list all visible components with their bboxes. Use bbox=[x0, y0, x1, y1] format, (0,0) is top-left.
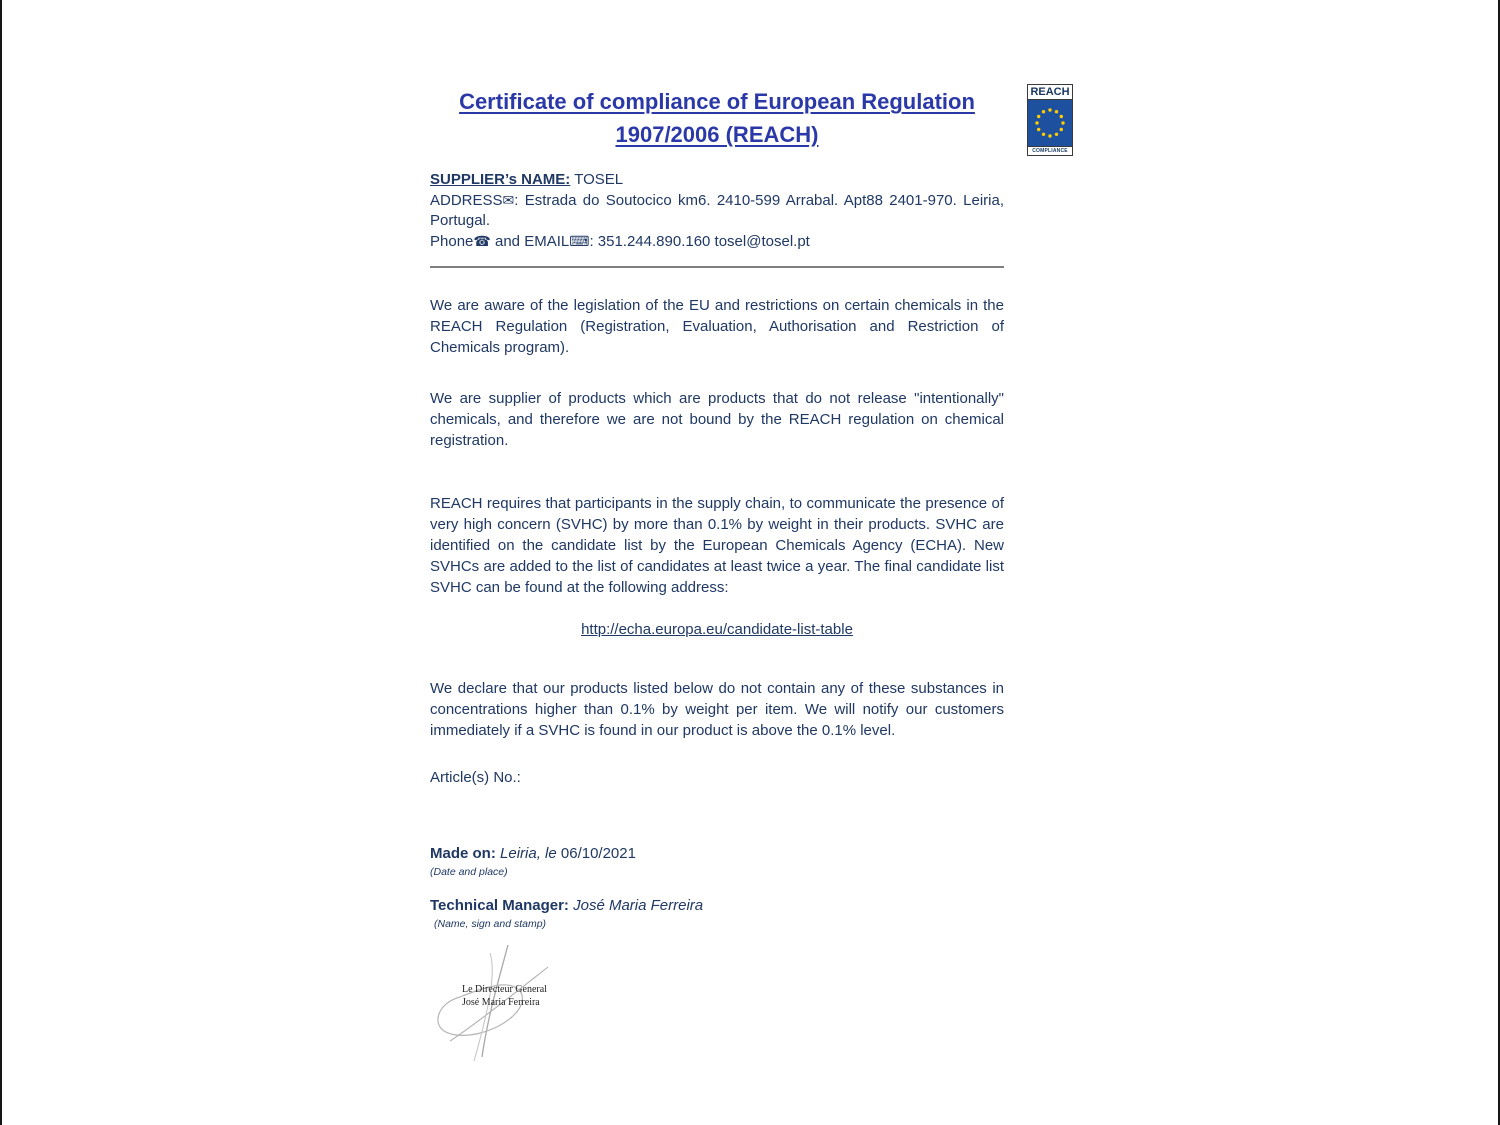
scan-edge-left bbox=[0, 0, 2, 1125]
technical-manager-label: Technical Manager: bbox=[430, 897, 569, 914]
technical-manager-line bbox=[430, 897, 703, 914]
technical-manager-value: José Maria Ferreira bbox=[568, 897, 704, 914]
name-sign-note: (Name, sign and stamp) bbox=[434, 918, 547, 930]
eu-flag bbox=[1028, 100, 1072, 146]
supplier-name-label: SUPPLIER’s NAME: bbox=[430, 171, 571, 188]
article-number-label: Article(s) No.: bbox=[430, 769, 521, 786]
address-label: ADDRESS bbox=[430, 192, 503, 209]
page-title bbox=[430, 85, 1004, 151]
contact-value: : 351.244.890.160 tosel@tosel.pt bbox=[589, 233, 810, 250]
address-line bbox=[430, 190, 1004, 231]
email-label: and EMAIL bbox=[490, 233, 570, 250]
candidate-list-link-line bbox=[430, 621, 1004, 638]
supplier-name-value: TOSEL bbox=[570, 171, 624, 188]
paragraph-supplier-status: We are supplier of products which are products that do not release "intentionally" chemicals, and therefore we are not bound by the REACH regulation on chemical registration. bbox=[430, 390, 1004, 449]
phone-label: Phone bbox=[430, 233, 474, 250]
fax-icon: ⌨ bbox=[569, 233, 590, 249]
signature-block bbox=[430, 943, 590, 1068]
address-value: : Estrada do Soutocico km6. 2410-599 Arrabal. Apt88 2401-970. Leiria, Portugal. bbox=[430, 192, 1004, 229]
paragraph-declaration: We declare that our products listed below do not contain any of these substances in concentrations higher than 0.1% by weight per item. We will notify our customers immediately if a SVHC is found in our product is above the 0.1% level. bbox=[430, 680, 1004, 739]
reach-logo-subtitle: COMPLIANCE bbox=[1028, 146, 1072, 155]
supplier-block bbox=[430, 170, 1004, 252]
reach-logo bbox=[1027, 84, 1073, 156]
contact-line bbox=[430, 231, 1004, 252]
signature-text-line1: Le Directeur General bbox=[462, 984, 547, 995]
paragraph-reach-requirements: REACH requires that participants in the supply chain, to communicate the presence of very high concern (SVHC) by more than 0.1% by weight in their products. SVHC are identified on the candidate list by the European Chemicals Agency (ECHA). New SVHCs are added to the list of candidates at least twice a year. The final candidate list SVHC can be found at the following address: bbox=[430, 495, 1004, 596]
reach-logo-title: REACH bbox=[1028, 85, 1072, 100]
certificate-body bbox=[430, 85, 1004, 1125]
signature-text-line2: José Maria Ferreira bbox=[462, 997, 540, 1008]
phone-icon: ☎ bbox=[473, 233, 491, 249]
date-place-note: (Date and place) bbox=[430, 866, 508, 878]
made-on-place: Leiria, le bbox=[495, 845, 561, 862]
page-title-line1: Certificate of compliance of European Regulation bbox=[459, 89, 975, 114]
paragraph-awareness: We are aware of the legislation of the EU and restrictions on certain chemicals in the REACH Regulation (Registration, Evaluation, Authorisation and Restriction of Chemicals program). bbox=[430, 297, 1004, 356]
made-on-line bbox=[430, 845, 636, 862]
made-on-label: Made on: bbox=[430, 845, 496, 862]
candidate-list-link[interactable]: http://echa.europa.eu/candidate-list-table bbox=[581, 621, 853, 638]
envelope-icon: ✉ bbox=[502, 192, 515, 208]
made-on-date: 06/10/2021 bbox=[560, 845, 636, 862]
page-title-line2: 1907/2006 (REACH) bbox=[615, 122, 819, 147]
divider bbox=[430, 266, 1004, 268]
signature-stamp-text bbox=[462, 983, 582, 1009]
supplier-name-line bbox=[430, 170, 1004, 190]
